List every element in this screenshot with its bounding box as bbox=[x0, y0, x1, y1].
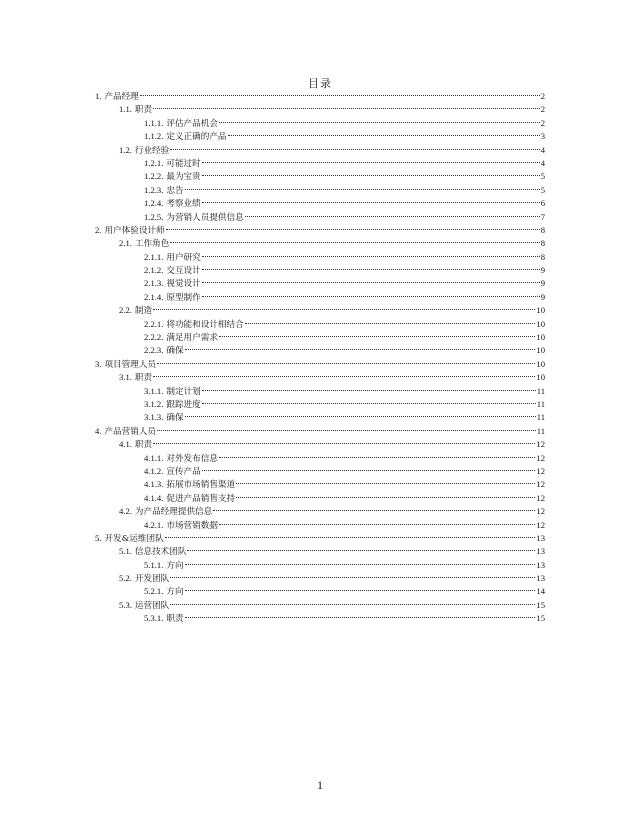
toc-dot-leader bbox=[202, 269, 540, 270]
toc-entry-page: 13 bbox=[536, 546, 545, 557]
toc-entry[interactable] bbox=[0, 478, 640, 491]
toc-entry-page: 10 bbox=[536, 332, 545, 343]
toc-dot-leader bbox=[140, 95, 540, 96]
toc-entry-number: 5.1.1. bbox=[144, 559, 164, 570]
toc-entry-number: 1.2.2. bbox=[144, 171, 164, 182]
toc-entry-number: 3. bbox=[95, 358, 102, 369]
toc-entry[interactable] bbox=[0, 599, 640, 612]
toc-dot-leader bbox=[166, 229, 540, 230]
toc-dot-leader bbox=[185, 189, 540, 190]
toc-entry-number: 2.2.1. bbox=[144, 318, 164, 329]
toc-entry-number: 1. bbox=[95, 91, 102, 101]
toc-entry-title: 可能过时 bbox=[166, 158, 201, 169]
toc-entry[interactable] bbox=[0, 277, 640, 290]
toc-entry-page: 6 bbox=[540, 198, 545, 209]
toc-entry-number: 4.2. bbox=[119, 506, 132, 517]
toc-entry-title: 确保 bbox=[166, 346, 184, 357]
toc-dot-leader bbox=[170, 577, 535, 578]
toc-dot-leader bbox=[219, 524, 535, 525]
toc-entry-page: 10 bbox=[536, 358, 545, 369]
toc-entry-title: 对外发布信息 bbox=[166, 453, 218, 464]
toc-entry-page: 2 bbox=[540, 117, 545, 128]
toc-entry-page: 14 bbox=[536, 586, 545, 597]
toc-entry[interactable] bbox=[0, 264, 640, 277]
toc-dot-leader bbox=[219, 457, 535, 458]
toc-entry-number: 4. bbox=[95, 425, 102, 436]
toc-entry-number: 1.2.5. bbox=[144, 211, 164, 222]
toc-dot-leader bbox=[202, 175, 540, 176]
toc-dot-leader bbox=[170, 149, 539, 150]
toc-entry-page: 4 bbox=[540, 144, 545, 155]
toc-entry-number: 4.1.4. bbox=[144, 492, 164, 503]
toc-entry-title: 跟踪进度 bbox=[166, 399, 201, 410]
toc-entry[interactable] bbox=[0, 438, 640, 451]
toc-dot-leader bbox=[185, 416, 536, 417]
page-number: 1 bbox=[317, 778, 323, 792]
toc-entry[interactable] bbox=[0, 211, 640, 224]
toc-entry[interactable] bbox=[0, 224, 640, 237]
toc-dot-leader bbox=[185, 617, 536, 618]
toc-entry-number: 5.1. bbox=[119, 546, 132, 557]
toc-entry-number: 2.1.2. bbox=[144, 265, 164, 276]
toc-entry[interactable] bbox=[0, 585, 640, 598]
toc-entry-page: 12 bbox=[536, 506, 545, 517]
toc-entry-page: 8 bbox=[540, 224, 545, 235]
toc-entry-number: 1.1. bbox=[119, 104, 132, 115]
page-title: 目录 bbox=[308, 77, 332, 90]
toc-dot-leader bbox=[202, 162, 540, 163]
toc-entry-title: 用户研究 bbox=[166, 252, 201, 263]
toc-entry-page: 10 bbox=[536, 345, 545, 356]
table-of-contents bbox=[0, 90, 640, 626]
toc-entry-title: 确保 bbox=[166, 413, 184, 424]
toc-entry[interactable] bbox=[0, 103, 640, 116]
toc-entry[interactable] bbox=[0, 251, 640, 264]
toc-entry-title: 工作角色 bbox=[134, 239, 170, 250]
toc-entry-number: 4.2.1. bbox=[144, 519, 164, 530]
toc-dot-leader bbox=[219, 122, 540, 123]
toc-entry-page: 12 bbox=[536, 439, 545, 450]
toc-entry-number: 2.1. bbox=[119, 238, 132, 249]
toc-entry-page: 11 bbox=[536, 412, 545, 423]
toc-entry-page: 3 bbox=[540, 131, 545, 142]
toc-entry-page: 15 bbox=[536, 599, 545, 610]
toc-entry-title: 运营团队 bbox=[134, 600, 170, 611]
toc-entry-title: 视觉设计 bbox=[166, 279, 201, 290]
toc-entry[interactable] bbox=[0, 358, 640, 371]
toc-entry[interactable] bbox=[0, 411, 640, 424]
toc-entry-page: 5 bbox=[540, 184, 545, 195]
toc-entry-page: 12 bbox=[536, 465, 545, 476]
toc-entry-page: 10 bbox=[536, 305, 545, 316]
toc-entry[interactable] bbox=[0, 318, 640, 331]
toc-entry-number: 3.1.3. bbox=[144, 412, 164, 423]
toc-entry-page: 11 bbox=[536, 398, 545, 409]
toc-entry-page: 8 bbox=[540, 251, 545, 262]
toc-entry-number: 5.2. bbox=[119, 573, 132, 584]
toc-dot-leader bbox=[219, 336, 535, 337]
toc-entry-page: 9 bbox=[540, 278, 545, 289]
toc-entry[interactable] bbox=[0, 291, 640, 304]
toc-entry-page: 12 bbox=[536, 479, 545, 490]
toc-dot-leader bbox=[185, 349, 536, 350]
toc-entry-title: 产品经理 bbox=[104, 92, 139, 102]
toc-entry-title: 开发团队 bbox=[134, 574, 170, 585]
toc-dot-leader bbox=[185, 590, 536, 591]
toc-entry[interactable] bbox=[0, 304, 640, 317]
toc-entry-number: 4.1.1. bbox=[144, 452, 164, 463]
toc-entry[interactable] bbox=[0, 197, 640, 210]
toc-dot-leader bbox=[170, 242, 539, 243]
toc-entry-page: 10 bbox=[536, 318, 545, 329]
toc-dot-leader bbox=[213, 510, 535, 511]
toc-entry-title: 方向 bbox=[166, 560, 184, 571]
toc-entry-title: 最为宝贵 bbox=[166, 172, 201, 183]
toc-entry-page: 8 bbox=[540, 238, 545, 249]
toc-entry-number: 2.1.3. bbox=[144, 278, 164, 289]
toc-entry-title: 信息技术团队 bbox=[134, 547, 187, 558]
toc-entry-number: 4.1.2. bbox=[144, 465, 164, 476]
toc-dot-leader bbox=[245, 323, 536, 324]
toc-entry-title: 为营销人员提供信息 bbox=[166, 212, 244, 223]
toc-entry-page: 2 bbox=[540, 104, 545, 115]
toc-entry-page: 13 bbox=[536, 573, 545, 584]
toc-entry[interactable] bbox=[0, 184, 640, 197]
toc-entry-title: 行业经验 bbox=[134, 145, 170, 156]
toc-entry-page: 13 bbox=[536, 532, 545, 543]
toc-entry-number: 2.1.1. bbox=[144, 251, 164, 262]
toc-entry-number: 1.2.1. bbox=[144, 157, 164, 168]
toc-entry[interactable] bbox=[0, 532, 640, 545]
toc-dot-leader bbox=[228, 135, 540, 136]
toc-entry-number: 1.2.3. bbox=[144, 184, 164, 195]
toc-dot-leader bbox=[185, 564, 536, 565]
toc-entry[interactable] bbox=[0, 612, 640, 625]
toc-entry[interactable] bbox=[0, 117, 640, 130]
toc-entry-title: 市场营销数据 bbox=[166, 520, 218, 531]
toc-entry[interactable] bbox=[0, 545, 640, 558]
toc-entry-number: 5.3. bbox=[119, 599, 132, 610]
toc-entry-title: 制定计划 bbox=[166, 386, 201, 397]
toc-entry[interactable] bbox=[0, 519, 640, 532]
toc-entry-title: 职责 bbox=[134, 373, 153, 384]
toc-entry-title: 制造 bbox=[134, 306, 153, 317]
toc-entry-number: 4.1.3. bbox=[144, 479, 164, 490]
toc-entry[interactable] bbox=[0, 505, 640, 518]
toc-entry-title: 职责 bbox=[166, 614, 184, 625]
toc-entry[interactable] bbox=[0, 130, 640, 143]
toc-entry-title: 用户体验设计师 bbox=[104, 225, 165, 236]
toc-dot-leader bbox=[170, 604, 535, 605]
toc-dot-leader bbox=[157, 363, 535, 364]
toc-entry-page: 15 bbox=[536, 613, 545, 624]
toc-entry-number: 1.1.1. bbox=[144, 117, 164, 128]
toc-entry[interactable] bbox=[0, 452, 640, 465]
toc-dot-leader bbox=[165, 537, 536, 538]
toc-entry-number: 1.2.4. bbox=[144, 198, 164, 209]
toc-entry-title: 原型制作 bbox=[166, 292, 201, 303]
toc-entry-number: 5. bbox=[95, 532, 102, 543]
toc-dot-leader bbox=[202, 470, 536, 471]
toc-entry-title: 开发&运维团队 bbox=[104, 533, 164, 544]
toc-entry-title: 拓展市场销售渠道 bbox=[166, 480, 236, 491]
toc-entry[interactable] bbox=[0, 398, 640, 411]
toc-entry[interactable] bbox=[0, 157, 640, 170]
toc-entry-title: 职责 bbox=[134, 440, 153, 451]
toc-entry-number: 2. bbox=[95, 224, 102, 235]
toc-entry[interactable] bbox=[0, 170, 640, 183]
toc-entry-page: 11 bbox=[536, 425, 545, 436]
toc-entry-title: 忠告 bbox=[166, 185, 184, 196]
toc-entry-page: 9 bbox=[540, 291, 545, 302]
toc-entry-page: 9 bbox=[540, 265, 545, 276]
toc-dot-leader bbox=[157, 430, 536, 431]
toc-dot-leader bbox=[202, 296, 540, 297]
toc-dot-leader bbox=[202, 282, 540, 283]
toc-dot-leader bbox=[202, 256, 540, 257]
toc-entry-number: 2.2. bbox=[119, 305, 132, 316]
toc-entry-page: 5 bbox=[540, 171, 545, 182]
toc-dot-leader bbox=[236, 483, 535, 484]
toc-entry-page: 12 bbox=[536, 519, 545, 530]
toc-entry-title: 满足用户需求 bbox=[166, 333, 218, 344]
toc-dot-leader bbox=[236, 497, 535, 498]
toc-entry-title: 为产品经理提供信息 bbox=[134, 507, 213, 518]
toc-entry-title: 方向 bbox=[166, 587, 184, 598]
toc-entry-number: 1.2. bbox=[119, 144, 132, 155]
toc-entry-title: 促进产品销售支持 bbox=[166, 493, 236, 504]
toc-entry[interactable] bbox=[0, 465, 640, 478]
toc-dot-leader bbox=[245, 216, 540, 217]
toc-dot-leader bbox=[187, 550, 535, 551]
toc-entry[interactable] bbox=[0, 90, 640, 103]
toc-entry-page: 2 bbox=[540, 91, 545, 101]
toc-entry-page: 10 bbox=[536, 372, 545, 383]
toc-entry-title: 考察业绩 bbox=[166, 199, 201, 210]
toc-entry-number: 2.1.4. bbox=[144, 291, 164, 302]
toc-entry-number: 2.2.2. bbox=[144, 332, 164, 343]
toc-entry-title: 评估产品机会 bbox=[166, 118, 218, 129]
toc-entry[interactable] bbox=[0, 331, 640, 344]
toc-entry-title: 定义正确的产品 bbox=[166, 132, 227, 143]
toc-entry-number: 3.1.2. bbox=[144, 398, 164, 409]
toc-dot-leader bbox=[153, 443, 535, 444]
toc-entry-page: 4 bbox=[540, 157, 545, 168]
toc-entry[interactable] bbox=[0, 144, 640, 157]
toc-entry-page: 12 bbox=[536, 452, 545, 463]
toc-dot-leader bbox=[202, 403, 536, 404]
toc-entry-number: 1.1.2. bbox=[144, 131, 164, 142]
toc-entry-number: 3.1.1. bbox=[144, 385, 164, 396]
toc-entry[interactable] bbox=[0, 385, 640, 398]
toc-entry-title: 将功能和设计相结合 bbox=[166, 319, 244, 330]
toc-entry-number: 3.1. bbox=[119, 372, 132, 383]
toc-entry-number: 2.2.3. bbox=[144, 345, 164, 356]
toc-entry-number: 4.1. bbox=[119, 439, 132, 450]
toc-entry-page: 7 bbox=[540, 211, 545, 222]
toc-dot-leader bbox=[153, 309, 535, 310]
toc-entry[interactable] bbox=[0, 371, 640, 384]
toc-dot-leader bbox=[153, 108, 540, 109]
toc-entry-title: 项目管理人员 bbox=[104, 359, 157, 370]
toc-entry[interactable] bbox=[0, 492, 640, 505]
toc-entry-number: 5.3.1. bbox=[144, 613, 164, 624]
toc-dot-leader bbox=[202, 390, 536, 391]
toc-entry-title: 产品营销人员 bbox=[104, 426, 157, 437]
toc-entry[interactable] bbox=[0, 559, 640, 572]
toc-entry[interactable] bbox=[0, 344, 640, 357]
toc-entry[interactable] bbox=[0, 237, 640, 250]
toc-dot-leader bbox=[202, 202, 540, 203]
toc-entry-title: 交互设计 bbox=[166, 266, 201, 277]
toc-dot-leader bbox=[153, 376, 535, 377]
toc-entry-page: 11 bbox=[536, 385, 545, 396]
toc-entry-title: 职责 bbox=[134, 105, 153, 116]
toc-entry[interactable] bbox=[0, 572, 640, 585]
toc-entry-number: 5.2.1. bbox=[144, 586, 164, 597]
toc-entry-page: 12 bbox=[536, 492, 545, 503]
toc-entry-title: 宣传产品 bbox=[166, 466, 201, 477]
toc-entry[interactable] bbox=[0, 425, 640, 438]
toc-entry-page: 13 bbox=[536, 559, 545, 570]
